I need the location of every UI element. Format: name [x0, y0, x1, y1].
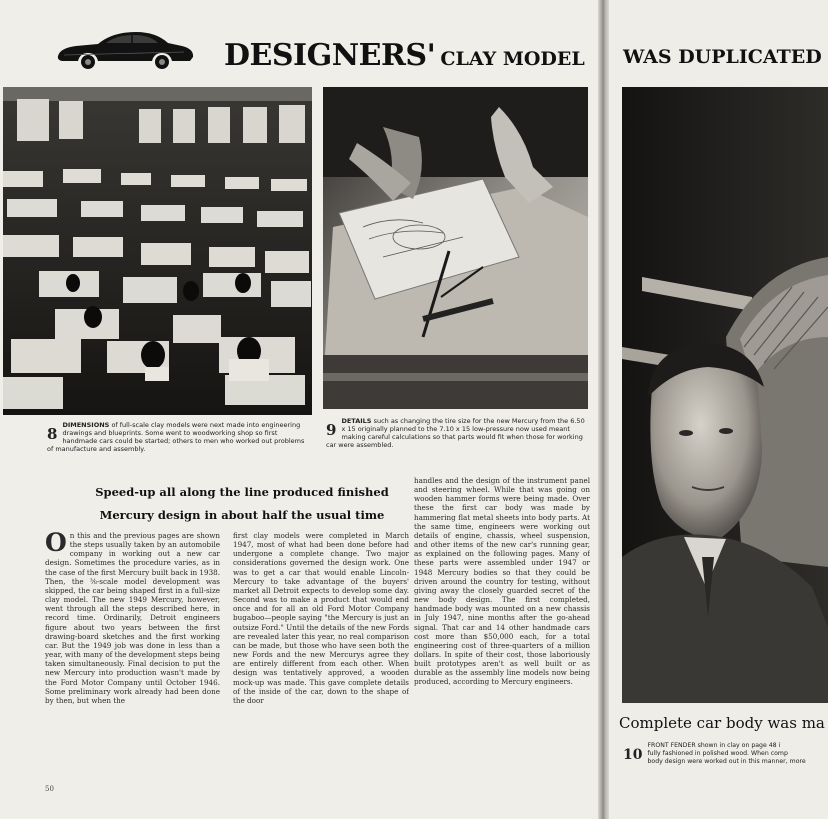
column-1-text: n this and the previous pages are shown the steps usually taken by an automobile company in working out a new car design. Sometimes the procedure varies, as in the case of the first Mercury built back in 1938. Then, the ⅜-scale model development was skipped, the car being shaped first in a full-size clay model. The new 1949 Mercury, however, went through all the steps described here, in record time. Ordinarily, Detroit engineers figure about two years between the first drawing-board sketches and the first working car. But the 1949 job was done in less than a year, with many of the development steps being taken simultaneously. Final decision to put the new Mercury into production wasn't made by the Ford Motor Company until October 1946. Some preliminary work already had been done by then, but when the [45, 531, 220, 705]
article-column-2 [233, 531, 409, 771]
caption-10-line-1: FRONT FENDER shown in clay on page 48 i [647, 742, 781, 749]
page-title-left [224, 38, 585, 73]
page-number: 50 [45, 785, 54, 793]
caption-8-lead: DIMENSIONS [62, 421, 110, 429]
right-caption-headline: Complete car body was ma [619, 714, 825, 732]
caption-9-lead: DETAILS [341, 417, 372, 425]
caption-10-line-3: body design were worked out in this manner, more [647, 758, 806, 765]
title-right-text: WAS DUPLICATED [623, 46, 822, 68]
drawing-board-photo [323, 87, 588, 409]
article-column-3 [414, 476, 590, 771]
article-headline [92, 481, 392, 527]
title-big-text: DESIGNERS' [224, 38, 436, 73]
caption-9-number: 9 [326, 421, 337, 439]
man-with-fender-photo [622, 87, 828, 703]
caption-10-line-2: fully fashioned in polished wood. When comp [647, 750, 788, 757]
right-page [609, 0, 828, 819]
caption-8-number: 8 [47, 425, 58, 443]
column-2-text: first clay models were completed in March 1947, most of what had been done before had undergone a complete change. Two major considerations governed the design work. One was to get a car that would enable Lincoln-Mercury to take advantage of the buyers' market all Detroit expects to develop some day. Second was to make a product that would end once and for all an old Ford Motor Company bugaboo—people saying "the Mercury is just an outsize Ford." Until the details of the new Fords are revealed later this year, no real comparison can be made, but those who have seen both the new Fords and the new Mercurys agree they are entirely different from each other. When design was tentatively approved, a wooden mock-up was made. This gave complete details of the inside of the car, down to the shape of the door [233, 531, 409, 705]
caption-8 [47, 421, 309, 453]
article-column-1 [45, 531, 220, 771]
column-3-text: handles and the design of the instrument panel and steering wheel. While that was going on wooden hammer forms were being made. Over these the first car body was made by hammering flat metal sheets into body parts. At the same time, engineers were working out details of engine, chassis, wheel suspension, and other items of the new car's running gear, as explained on the following pages. Many of these parts were assembled under 1947 or 1948 Mercury bodies so that they could be driven around the country for testing, without giving away the closely guarded secret of the new body design. The first completed, handmade body was mounted on a new chassis in July 1947, nine months after the go-ahead signal. That car and 14 other handmade cars cost more than $50,000 each, for a total engineering cost of three-quarters of a million dollars. In spite of their cost, those laboriously built prototypes aren't as well built or as durable as the assembly line models now being produced, according to Mercury engineers. [414, 476, 590, 687]
caption-10-number: 10 [623, 747, 643, 763]
caption-9-text: such as changing the tire size for the new Mercury from the 6.50 x 15 originally planned to the 7.10 x 15 low-pressure now used meant making careful calculations so that parts would fit when those for working car were assembled. [326, 417, 585, 449]
caption-8-text: of full-scale clay models were next made into engineering drawings and blueprints. Some went to woodworking shop so first handmade cars could be started; others to men who worked out problems of manufacture and assembly. [47, 421, 305, 453]
page-title-right [623, 46, 822, 68]
drafting-room-photo [3, 87, 312, 415]
headline-line-1: Speed-up all along the line produced finished [95, 485, 389, 499]
caption-10 [623, 742, 828, 766]
headline-line-2: Mercury design in about half the usual time [99, 508, 385, 522]
car-logo [54, 26, 196, 72]
drop-cap: O [45, 531, 67, 557]
title-small-text: CLAY MODEL [440, 48, 585, 70]
caption-9 [326, 417, 588, 449]
